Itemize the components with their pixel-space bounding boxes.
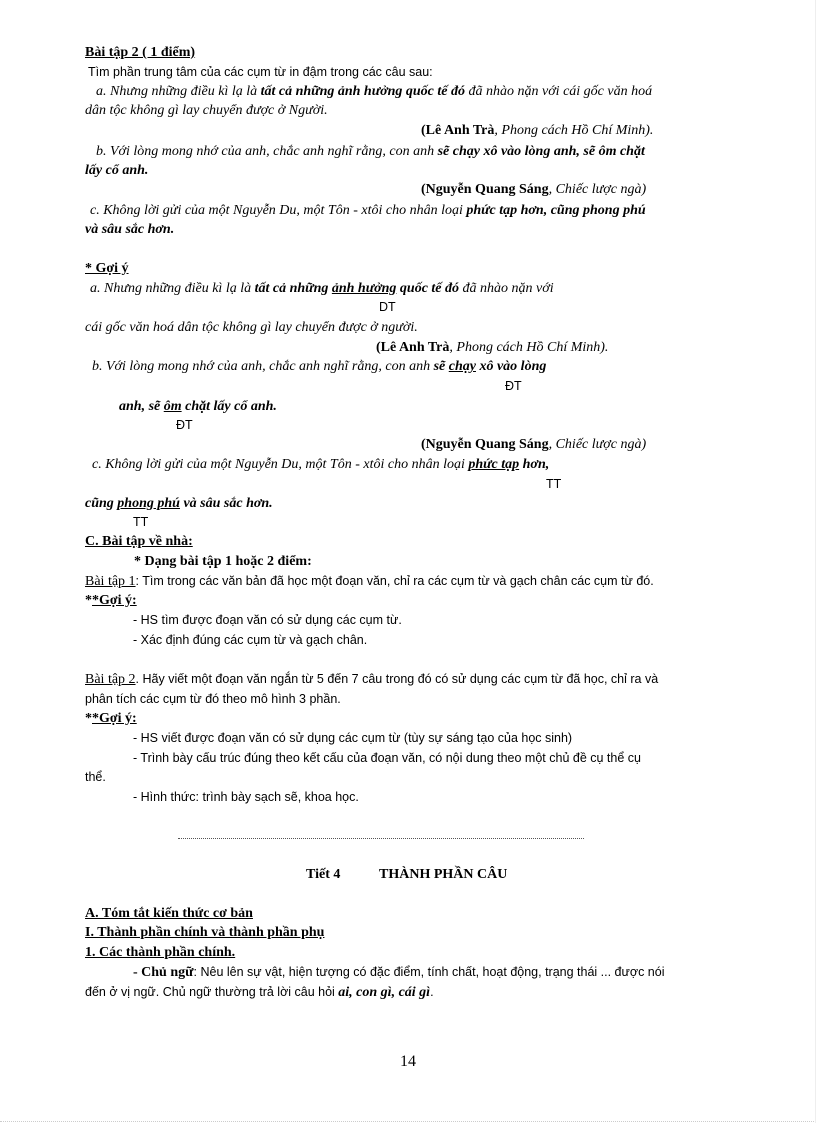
hint-b-citation: (Nguyễn Quang Sáng, Chiếc lược ngà) [421, 437, 647, 452]
page-number: 14 [400, 1053, 416, 1070]
homework-hint2-item-2-cont: thể. [85, 770, 106, 784]
subject-definition: - Chủ ngữ: Nêu lên sự vật, hiện tượng có đặc điểm, tính chất, hoạt động, trạng thái ... được nói [133, 965, 665, 980]
exercise-2-c-line1: c. Không lời gửi của một Nguyễn Du, một Tôn - xtôi cho nhân loại phức tạp hơn, cũng phong phú [90, 203, 646, 218]
hint-c-line2: cũng phong phú và sâu sắc hơn. [85, 496, 273, 511]
section-a-heading: A. Tóm tắt kiến thức cơ bản [85, 906, 253, 921]
hint-a-citation: (Lê Anh Trà, Phong cách Hồ Chí Minh). [376, 340, 609, 355]
section-1-heading: 1. Các thành phần chính. [85, 945, 236, 960]
hint-a-line2: cái gốc văn hoá dân tộc không gì lay chuyển được ở người. [85, 320, 418, 335]
homework-hint2-item-3: - Hình thức: trình bày sạch sẽ, khoa học. [133, 790, 359, 804]
section-i-heading: I. Thành phần chính và thành phần phụ [85, 925, 325, 940]
exercise-2-b-line2: lấy cổ anh. [85, 163, 149, 178]
exercise-2-b-citation: (Nguyễn Quang Sáng, Chiếc lược ngà) [421, 182, 647, 197]
hint-a-tag: DT [379, 300, 396, 314]
hint-c-tag-2: TT [133, 515, 149, 529]
homework-hint1-label: **Gợi ý: [85, 593, 137, 608]
page-bottom-border [0, 1121, 816, 1122]
homework-subtitle: * Dạng bài tập 1 hoặc 2 điểm: [134, 554, 312, 569]
exercise-2-a-line1: a. Nhưng những điều kì lạ là tất cả những ảnh hưởng quốc tế đó đã nhào nặn với cái gốc văn hoá [96, 84, 653, 99]
hint-c-tag-1: TT [546, 477, 562, 491]
exercise-2-c-line2: và sâu sắc hơn. [85, 222, 175, 237]
homework-ex2-line2: phân tích các cụm từ đó theo mô hình 3 phần. [85, 692, 341, 706]
hint-c-line1: c. Không lời gửi của một Nguyễn Du, một Tôn - xtôi cho nhân loại phức tạp hơn, [92, 457, 550, 472]
homework-hint1-item: - Xác định đúng các cụm từ và gạch chân. [133, 633, 368, 647]
subject-definition-line2: đến ở vị ngữ. Chủ ngữ thường trả lời câu hỏi ai, con gì, cái gì. [85, 985, 434, 1000]
exercise-2-a-citation: (Lê Anh Trà, Phong cách Hồ Chí Minh). [421, 123, 654, 138]
hint-b-tag-2: ĐT [176, 418, 193, 432]
homework-title: C. Bài tập về nhà: [85, 534, 193, 549]
homework-hint1-item: - HS tìm được đoạn văn có sử dụng các cụm từ. [133, 613, 402, 627]
homework-hint2-label: **Gợi ý: [85, 711, 137, 726]
hint-b-line2: anh, sẽ ôm chặt lấy cổ anh. [119, 399, 277, 414]
exercise-2-title: Bài tập 2 ( 1 điểm) [85, 45, 196, 60]
homework-ex1: Bài tập 1: Tìm trong các văn bản đã học một đoạn văn, chỉ ra các cụm từ và gạch chân các cụm từ đó. [85, 574, 654, 589]
exercise-2-prompt: Tìm phần trung tâm của các cụm từ in đậm trong các câu sau: [88, 65, 433, 79]
lesson-period: Tiết 4 [306, 867, 341, 882]
page-right-border [812, 0, 816, 1123]
hint-b-line1: b. Với lòng mong nhớ của anh, chắc anh nghĩ rằng, con anh sẽ chạy xô vào lòng [92, 359, 547, 374]
hint-a-line1: a. Nhưng những điều kì lạ là tất cả những ảnh hưởng quốc tế đó đã nhào nặn với [90, 281, 554, 296]
dotted-separator [178, 838, 584, 839]
homework-hint2-item-2: - Trình bày cấu trúc đúng theo kết cấu của đoạn văn, có nội dung theo một chủ đề cụ thể cụ [133, 751, 641, 765]
hint-title: * Gợi ý [85, 261, 129, 276]
lesson-title: THÀNH PHẦN CÂU [379, 867, 508, 882]
exercise-2-a-line2: dân tộc không gì lay chuyển được ở Người. [85, 103, 328, 118]
homework-hint2-item-1: - HS viết được đoạn văn có sử dụng các cụm từ (tùy sự sáng tạo của học sinh) [133, 731, 573, 745]
hint-b-tag-1: ĐT [505, 379, 522, 393]
homework-ex2: Bài tập 2. Hãy viết một đoạn văn ngắn từ 5 đến 7 câu trong đó có sử dụng các cụm từ đã học, chỉ ra và [85, 672, 659, 687]
exercise-2-b-line1: b. Với lòng mong nhớ của anh, chắc anh nghĩ rằng, con anh sẽ chạy xô vào lòng anh, sẽ ôm chặt [96, 144, 645, 159]
